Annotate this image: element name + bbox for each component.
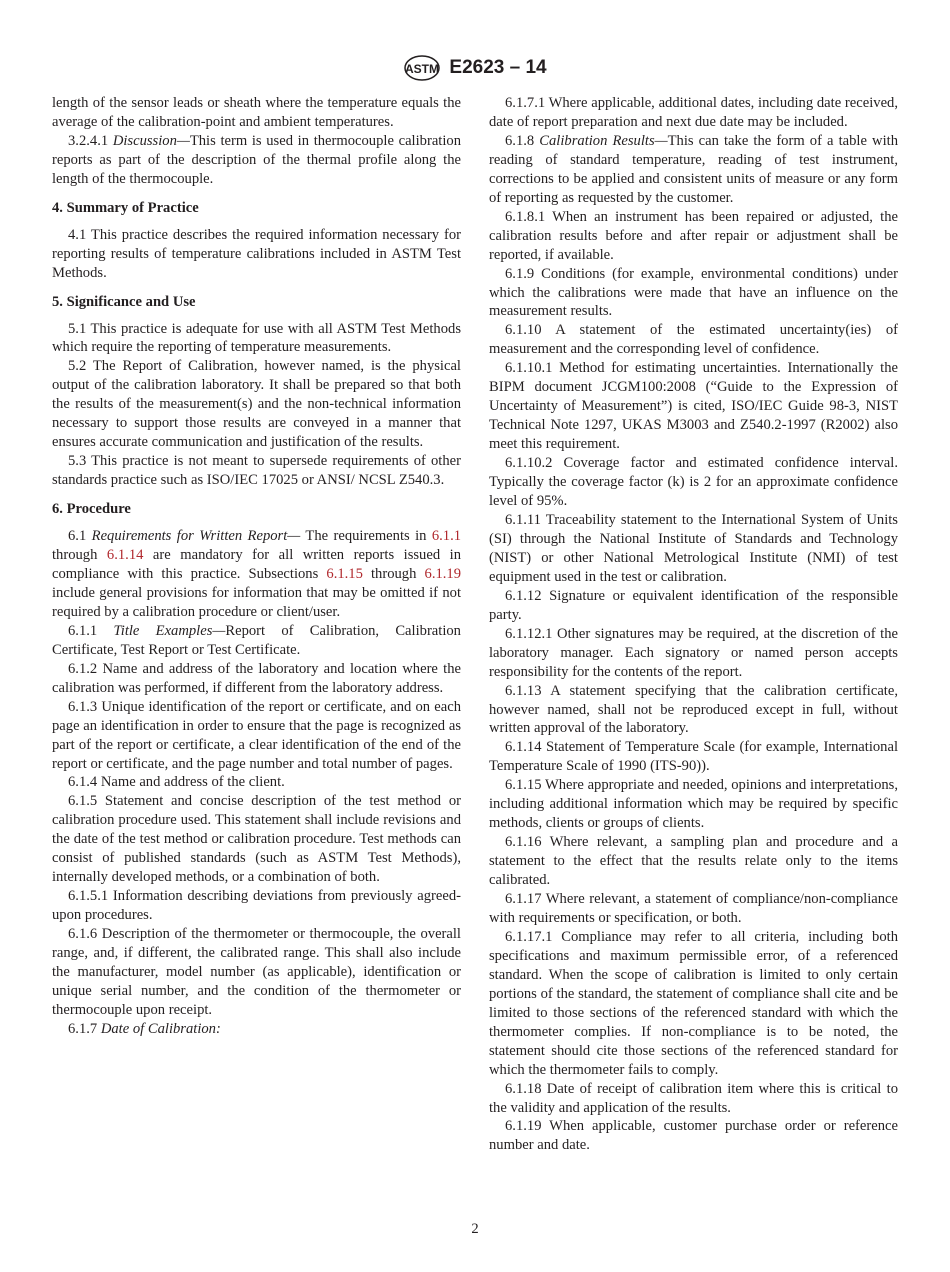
paragraph-text: 6.1.14 Statement of Temperature Scale (for example, International Temperature Scale of 1990 (ITS-90)). (489, 739, 898, 775)
italic-term: Requirements for Written Report— (91, 528, 301, 545)
paragraph-text: 4.1 This practice describes the required information necessary for reporting results of temperature calibrations included in ASTM Test Methods. (52, 226, 461, 281)
paragraph-text: 5.2 The Report of Calibration, however named, is the physical output of the calibration laboratory. It shall be prepared so that both the results of the measurement(s) and the non-technical information necessary to support those results are conveyed in a manner that ensures accurate communication and justification of the results. (52, 358, 461, 451)
paragraph (52, 527, 461, 622)
section-heading: 5. Significance and Use (52, 293, 196, 310)
section-link[interactable]: 6.1.1 (431, 528, 462, 545)
paragraph (489, 833, 898, 890)
paragraph-text: are mandatory for all written reports issued in compliance with this practice. Subsections (52, 547, 461, 582)
paragraph (489, 890, 898, 928)
paragraph (489, 587, 898, 625)
page-header (0, 54, 950, 82)
page-number: 2 (471, 1221, 479, 1237)
paragraph-text: 6.1.19 When applicable, customer purchase order or reference number and date. (489, 1118, 898, 1154)
italic-term: Date of Calibration: (100, 1020, 221, 1037)
paragraph-text: 6.1.13 A statement specifying that the calibration certificate, however named, shall not be reproduced except in full, without written approval of the laboratory. (489, 682, 898, 737)
paragraph (52, 132, 461, 189)
paragraph (52, 357, 461, 452)
paragraph-text: 5.1 This practice is adequate for use with all ASTM Test Methods which require the reporting of temperature measurements. (52, 320, 461, 356)
paragraph-text: 6.1.10.1 Method for estimating uncertainties. Internationally the BIPM document JCGM100:2008 (“Guide to the Expression of Uncertainty of Measurement”) is cited, ISO/IEC Guide 98-3, NIST Technical Note 1297, UKAS M3003 and Z540.2-1997 (R2002) also meet this requirement. (489, 360, 898, 453)
paragraph-text: include general provisions for information that may be omitted if not required by a calibration procedure or client/user. (52, 584, 461, 620)
paragraph (52, 226, 461, 283)
paragraph (489, 682, 898, 739)
paragraph-text: 6.1.4 Name and address of the client. (68, 774, 285, 791)
paragraph (489, 1080, 898, 1118)
paragraph-text: 6.1.15 Where appropriate and needed, opinions and interpretations, including additional information which may be required by specific methods, clients or groups of clients. (489, 777, 898, 832)
italic-term: Calibration Results— (539, 132, 668, 149)
section-heading: 4. Summary of Practice (52, 199, 199, 216)
paragraph-text: 6.1.17 Where relevant, a statement of compliance/non-compliance with requirements or specification, or both. (489, 891, 898, 926)
paragraph-text: 6.1.18 Date of receipt of calibration item where this is critical to the validity and application of the results. (489, 1080, 898, 1116)
paragraph (489, 1117, 898, 1155)
paragraph-text: 6.1.16 Where relevant, a sampling plan and procedure and a statement to the effect that the results relate only to the items calibrated. (489, 834, 898, 889)
paragraph-text: This can take the form of a table with reading of standard temperature, reading of test instrument, corrections to be applied and consistent units of measure or any form of reporting as requested by the customer. (489, 132, 898, 206)
section-link[interactable]: 6.1.19 (424, 565, 461, 582)
paragraph-text: 5.3 This practice is not meant to supersede requirements of other standards practice such as ISO/IEC 17025 or ANSI/ NCSL Z540.3. (52, 453, 461, 489)
paragraph (489, 132, 898, 208)
paragraph (489, 321, 898, 359)
paragraph (52, 660, 461, 698)
paragraph (52, 94, 461, 132)
paragraph-text: This term is used in thermocouple calibration reports as part of the description of the thermal profile along the length of the thermocouple. (52, 132, 462, 187)
paragraph (52, 452, 461, 490)
paragraph-text: 6.1.6 Description of the thermometer or thermocouple, the overall range, and, if different, the calibrated range. This shall also include the manufacturer, model number (as applicable), identification or unique serial number, and the condition of the thermometer or thermocouple upon receipt. (52, 926, 461, 1018)
italic-term: Discussion— (112, 132, 190, 149)
paragraph (489, 208, 898, 265)
section-link[interactable]: 6.1.15 (326, 565, 363, 582)
document-id: E2623 – 14 (449, 56, 547, 78)
section-link[interactable]: 6.1.14 (106, 547, 144, 564)
paragraph-text: 6.1.2 Name and address of the laboratory and location where the calibration was performed, if different from the laboratory address. (52, 660, 461, 696)
paragraph (489, 738, 898, 776)
paragraph-text: 6.1.10 A statement of the estimated uncertainty(ies) of measurement and the corresponding level of confidence. (489, 322, 898, 358)
paragraph (489, 94, 898, 132)
paragraph (52, 1020, 461, 1039)
paragraph-text: 6.1.7 (68, 1020, 101, 1037)
right-column (489, 94, 898, 1155)
svg-text:ASTM: ASTM (405, 62, 440, 76)
paragraph-text: 6.1 (68, 528, 92, 545)
section-heading: 6. Procedure (52, 501, 131, 518)
left-column (52, 94, 461, 1039)
paragraph-text: length of the sensor leads or sheath where the temperature equals the average of the calibration-point and ambient temperatures. (52, 95, 461, 130)
paragraph-text: 3.2.4.1 (68, 132, 113, 149)
paragraph (489, 928, 898, 1080)
paragraph-text: 6.1.7.1 Where applicable, additional dates, including date received, date of report preparation and next due date may be included. (489, 95, 898, 130)
paragraph (489, 359, 898, 454)
paragraph-text: 6.1.8 (505, 132, 540, 149)
paragraph (52, 773, 461, 792)
paragraph (489, 511, 898, 587)
astm-logo-icon (403, 54, 441, 82)
paragraph (52, 698, 461, 774)
paragraph (52, 320, 461, 358)
paragraph-text: 6.1.17.1 Compliance may refer to all criteria, including both specifications and maximum permissible error, of a referenced standard. When the scope of calibration is limited to only certain portions of the standard, the statement of compliance shall cite and be limited to those sections of the referenced standard with which the thermometer complies. If non-compliance is to be noted, the statement should cite those sections of the referenced standard for which the thermometer fails to comply. (489, 928, 898, 1078)
paragraph (489, 625, 898, 682)
paragraph (52, 622, 461, 660)
paragraph (52, 925, 461, 1020)
paragraph-text: 6.1.9 Conditions (for example, environmental conditions) under which the calibrations were made that have an influence on the measurement results. (489, 265, 898, 320)
paragraph-text: through (362, 565, 425, 582)
paragraph (52, 792, 461, 887)
paragraph-text: 6.1.10.2 Coverage factor and estimated confidence interval. Typically the coverage factor (k) is 2 for an approximate confidence level of 95%. (489, 455, 898, 510)
paragraph-text: 6.1.5.1 Information describing deviations from previously agreed-upon procedures. (52, 888, 461, 924)
paragraph-text: 6.1.5 Statement and concise description of the test method or calibration procedure used. This statement shall include revisions and the date of the test method or calibration procedure. Test methods can consist of published standards (such as ASTM Test Methods), internally developed methods, or a combination of both. (52, 793, 461, 886)
paragraph-text: 6.1.1 (68, 622, 114, 639)
paragraph (52, 887, 461, 925)
paragraph-text: 6.1.3 Unique identification of the report or certificate, and on each page an identification in order to ensure that the page is recognized as part of the report or certificate, a clear identification of the end of the report or certificate, and the page number and total number of pages. (52, 698, 461, 772)
paragraph-text: The requirements in (300, 528, 432, 545)
paragraph-text: 6.1.12 Signature or equivalent identification of the responsible party. (489, 587, 898, 623)
paragraph-text: through (52, 547, 107, 564)
paragraph-text: Report of Calibration, Calibration Certificate, Test Report or Test Certificate. (52, 622, 461, 658)
paragraph (489, 776, 898, 833)
paragraph-text: 6.1.8.1 When an instrument has been repaired or adjusted, the calibration results before and after repair or adjustment shall be reported, if available. (489, 208, 898, 263)
paragraph (489, 454, 898, 511)
paragraph-text: 6.1.12.1 Other signatures may be required, at the discretion of the laboratory manager. Each signatory or named person accepts responsibility for the contents of the report. (489, 625, 898, 680)
italic-term: Title Examples— (113, 622, 226, 639)
paragraph (489, 265, 898, 322)
paragraph-text: 6.1.11 Traceability statement to the International System of Units (SI) through the National Institute of Standards and Technology (NIST) or other National Metrological Institute (NMI) of test equipment used in the test or calibration. (489, 511, 898, 585)
